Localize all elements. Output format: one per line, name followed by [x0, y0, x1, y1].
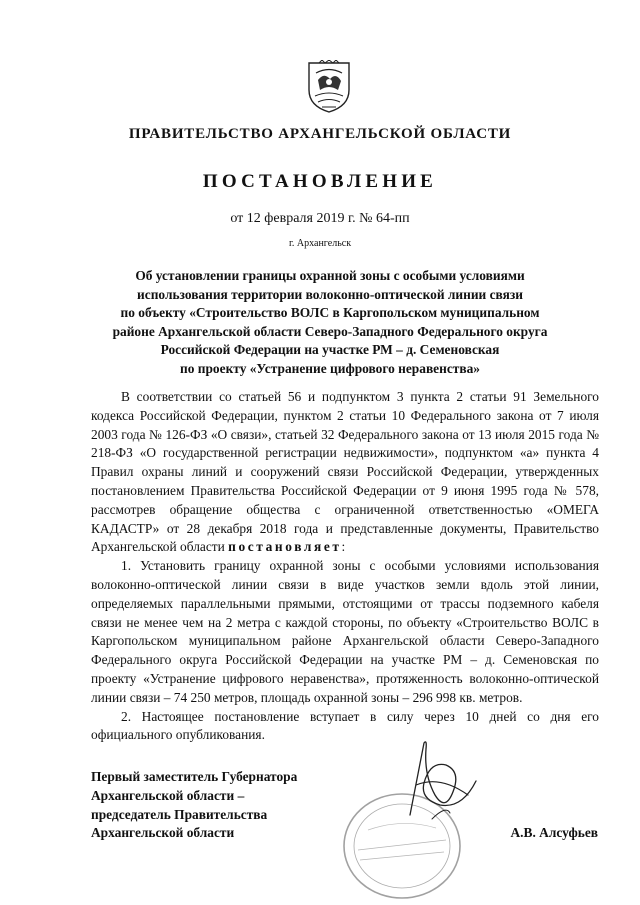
signatory-position: [91, 768, 351, 843]
coat-of-arms-icon: [306, 60, 352, 114]
item-2-paragraph: 2. Настоящее постановление вступает в силу через 10 дней со дня его официального опубликования.: [91, 708, 599, 743]
preamble-text: В соответствии со статьей 56 и подпунктом 3 пункта 2 статьи 91 Земельного кодекса Российской Федерации, пунктом 2 статьи 10 Федерального закона от 7 июля 2003 года № 126-ФЗ «О связи», статьей 32 Федерального закона от 13 июля 2015 года № 218-ФЗ «О государственной регистрации недвижимости», подпунктом «а» пункта 4 Правил охраны линий и сооружений связи Российской Федерации, утвержденных постановлением Правительства Российской Федерации от 9 июня 1995 года № 578, рассмотрев обращение общества с ограниченной ответственностью «ОМЕГА КАДАСТР» от 28 декабря 2018 года и представленные документы, Правительство Архангельской области: [91, 389, 599, 555]
item-1-paragraph: 1. Установить границу охранной зоны с особыми условиями использования волоконно-оптической линии связи в виде участков земли вдоль этой линии, определяемых параллельными прямыми, отстоящими от трассы подземного кабеля связи не менее чем на 2 метра с каждой стороны, по объекту «Строительство ВОЛС в Каргопольском муниципальном районе Архангельской области Северо-Западного Федерального округа Российской Федерации на участке РМ – д. Семеновская по проекту «Устранение цифрового неравенства», протяженность волоконно-оптической линии связи – 74 250 метров, площадь охранной зоны – 296 998 кв. метров.: [91, 558, 599, 705]
position-line: Архангельской области: [91, 825, 235, 841]
title-line: по объекту «Строительство ВОЛС в Каргопольском муниципальном: [120, 305, 540, 320]
title-line: по проекту «Устранение цифрового неравенства»: [180, 360, 480, 376]
decree-word: постановляет: [228, 539, 342, 555]
document-type: ПОСТАНОВЛЕНИЕ: [202, 171, 438, 192]
position-line: Первый заместитель Губернатора: [91, 769, 298, 784]
date-and-number: от 12 февраля 2019 г. № 64-пп: [230, 211, 410, 226]
document-title: [80, 267, 580, 378]
preamble-paragraph: [91, 388, 599, 557]
document-body: [91, 388, 599, 745]
title-line: Российской Федерации на участке РМ – д. Семеновская: [160, 342, 500, 357]
title-line: районе Архангельской области Северо-Западного Федерального округа: [112, 323, 548, 339]
signatory-name: А.В. Алсуфьев: [510, 825, 598, 840]
organization-name: ПРАВИТЕЛЬСТВО АРХАНГЕЛЬСКОЙ ОБЛАСТИ: [128, 126, 512, 142]
decree-colon: :: [341, 539, 346, 555]
handwritten-signature: [380, 735, 490, 820]
title-line: использования территории волоконно-оптической линии связи: [137, 286, 523, 302]
city-name: г. Архангельск: [288, 238, 352, 249]
position-line: Архангельской области –: [91, 787, 245, 803]
position-line: председатель Правительства: [91, 806, 268, 822]
title-line: Об установлении границы охранной зоны с особыми условиями: [135, 268, 525, 283]
